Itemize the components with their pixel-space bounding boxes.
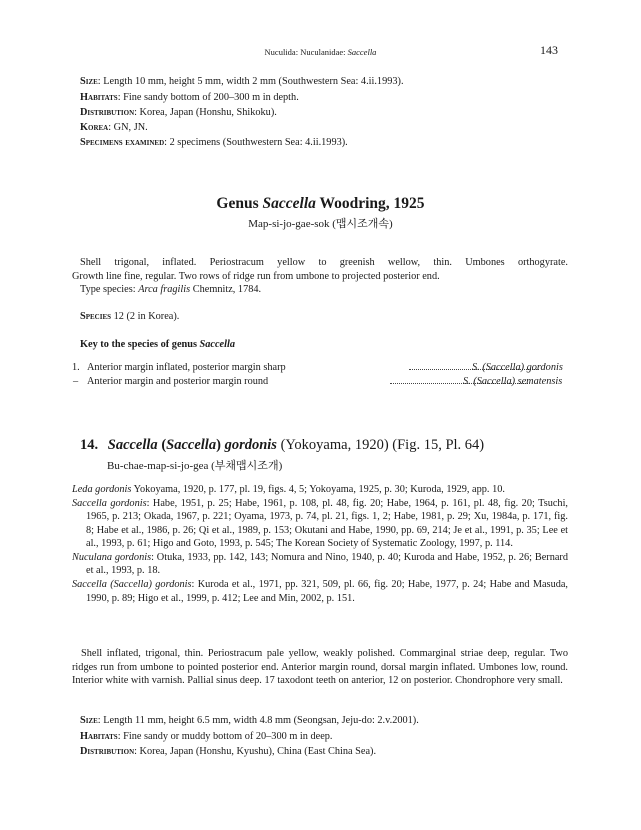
species-title: 14. Saccella (Saccella) gordonis (Yokoyama, 1920) (Fig. 15, Pl. 64) — [80, 437, 485, 453]
habitats-line-top: Habitats: Fine sandy bottom of 200–300 m in depth. — [80, 92, 299, 103]
synonymy-list — [72, 483, 568, 605]
synonymy-entry: Leda gordonis Yokoyama, 1920, p. 177, pl. 19, figs. 4, 5; Yokoyama, 1925, p. 30; Kuroda, 1929, app. 10. — [72, 484, 505, 495]
habitats-line: Habitats: Fine sandy or muddy bottom of 20–300 m in deep. — [80, 731, 333, 742]
key-couplet-2: – Anterior margin and posterior margin round S. (Saccella) sematensis — [73, 376, 563, 387]
korea-line-top: Korea: GN, JN. — [80, 122, 148, 133]
type-species-line: Type species: Arca fragilis Chemnitz, 1784. — [80, 284, 262, 295]
running-header: Nuculida: Nuculanidae: Saccella — [264, 47, 377, 57]
genus-description-line1: Shell trigonal, inflated. Periostracum yellow to greenish wellow, thin. Umbones orthogyrate. — [80, 257, 568, 268]
key-title: Key to the species of genus Saccella — [80, 339, 236, 350]
distribution-line: Distribution: Korea, Japan (Honshu, Kyushu), China (East China Sea). — [80, 746, 377, 757]
size-line: Size: Length 11 mm, height 6.5 mm, width 4.8 mm (Seongsan, Jeju-do: 2.v.2001). — [80, 715, 419, 726]
synonymy-entry: Saccella gordonis: Habe, 1951, p. 25; Habe, 1961, p. 108, pl. 48, fig. 20; Habe, 1964, p. 161, pl. 48, fig. 20; Tsuchi, 1965, p. 213; Okada, 1967, p. 221; Oyama, 1973, p. 74, pl. 21, figs. 1, 2; Habe, 1981, p. 29; Xu, 1984a, p. 171, fig. 8; Habe et al., 1986, p. 26; Qi et al., 1989, p. 153; Okutani and Habe, 1990, pp. 69, 214; Je et al., 1991, p. 35; Lee et al., 1993, p. 61; Higo and Goto, 1993, p. 545; The Korean Society of Systematic Zoology, 1997, p. 114. — [72, 498, 569, 549]
genus-title: Genus Saccella Woodring, 1925 — [216, 195, 425, 212]
genus-description-line2: Growth line fine, regular. Two rows of ridge run from umbone to projected posterior end. — [72, 271, 440, 282]
synonymy-entry: Saccella (Saccella) gordonis: Kuroda et al., 1971, pp. 321, 509, pl. 66, fig. 20; Habe, 1977, p. 24; Habe and Masuda, 1990, p. 89; Higo et al., 1999, p. 412; Lee and Min, 2002, p. 151. — [72, 579, 569, 604]
page-number: 143 — [540, 43, 558, 57]
species-description: Shell inflated, trigonal, thin. Periostracum pale yellow, weakly polished. Commarginal striae deep, regular. Two ridges run from umbone to pointed posterior end. Anterior margin round, dorsal margin inflated. Umbones low, round. Interior white with varnish. Pallial sinus deep. 17 taxodont teeth on anterior, 12 on posterior. Chondrophore very small. — [72, 648, 568, 686]
synonymy-entry: Nuculana gordonis: Otuka, 1933, pp. 142, 143; Nomura and Nino, 1940, p. 40; Kuroda and Habe, 1952, p. 26; Bernard et al., 1993, p. 18. — [72, 552, 568, 577]
key-couplet-1: 1. Anterior margin inflated, posterior margin sharp S. (Saccella) gordonis — [72, 362, 563, 373]
specimens-line-top: Specimens examined: 2 specimens (Southwestern Sea: 4.ii.1993). — [80, 137, 348, 148]
genus-korean-name: Map-si-jo-gae-sok (맵시조개속) — [248, 218, 393, 230]
species-korean-name: Bu-chae-map-si-jo-gea (부채맵시조개) — [107, 460, 283, 472]
species-count-line: Species 12 (2 in Korea). — [80, 311, 180, 322]
distribution-line-top: Distribution: Korea, Japan (Honshu, Shikoku). — [80, 107, 277, 118]
size-line-top: Size: Length 10 mm, height 5 mm, width 2 mm (Southwestern Sea: 4.ii.1993). — [80, 76, 404, 87]
